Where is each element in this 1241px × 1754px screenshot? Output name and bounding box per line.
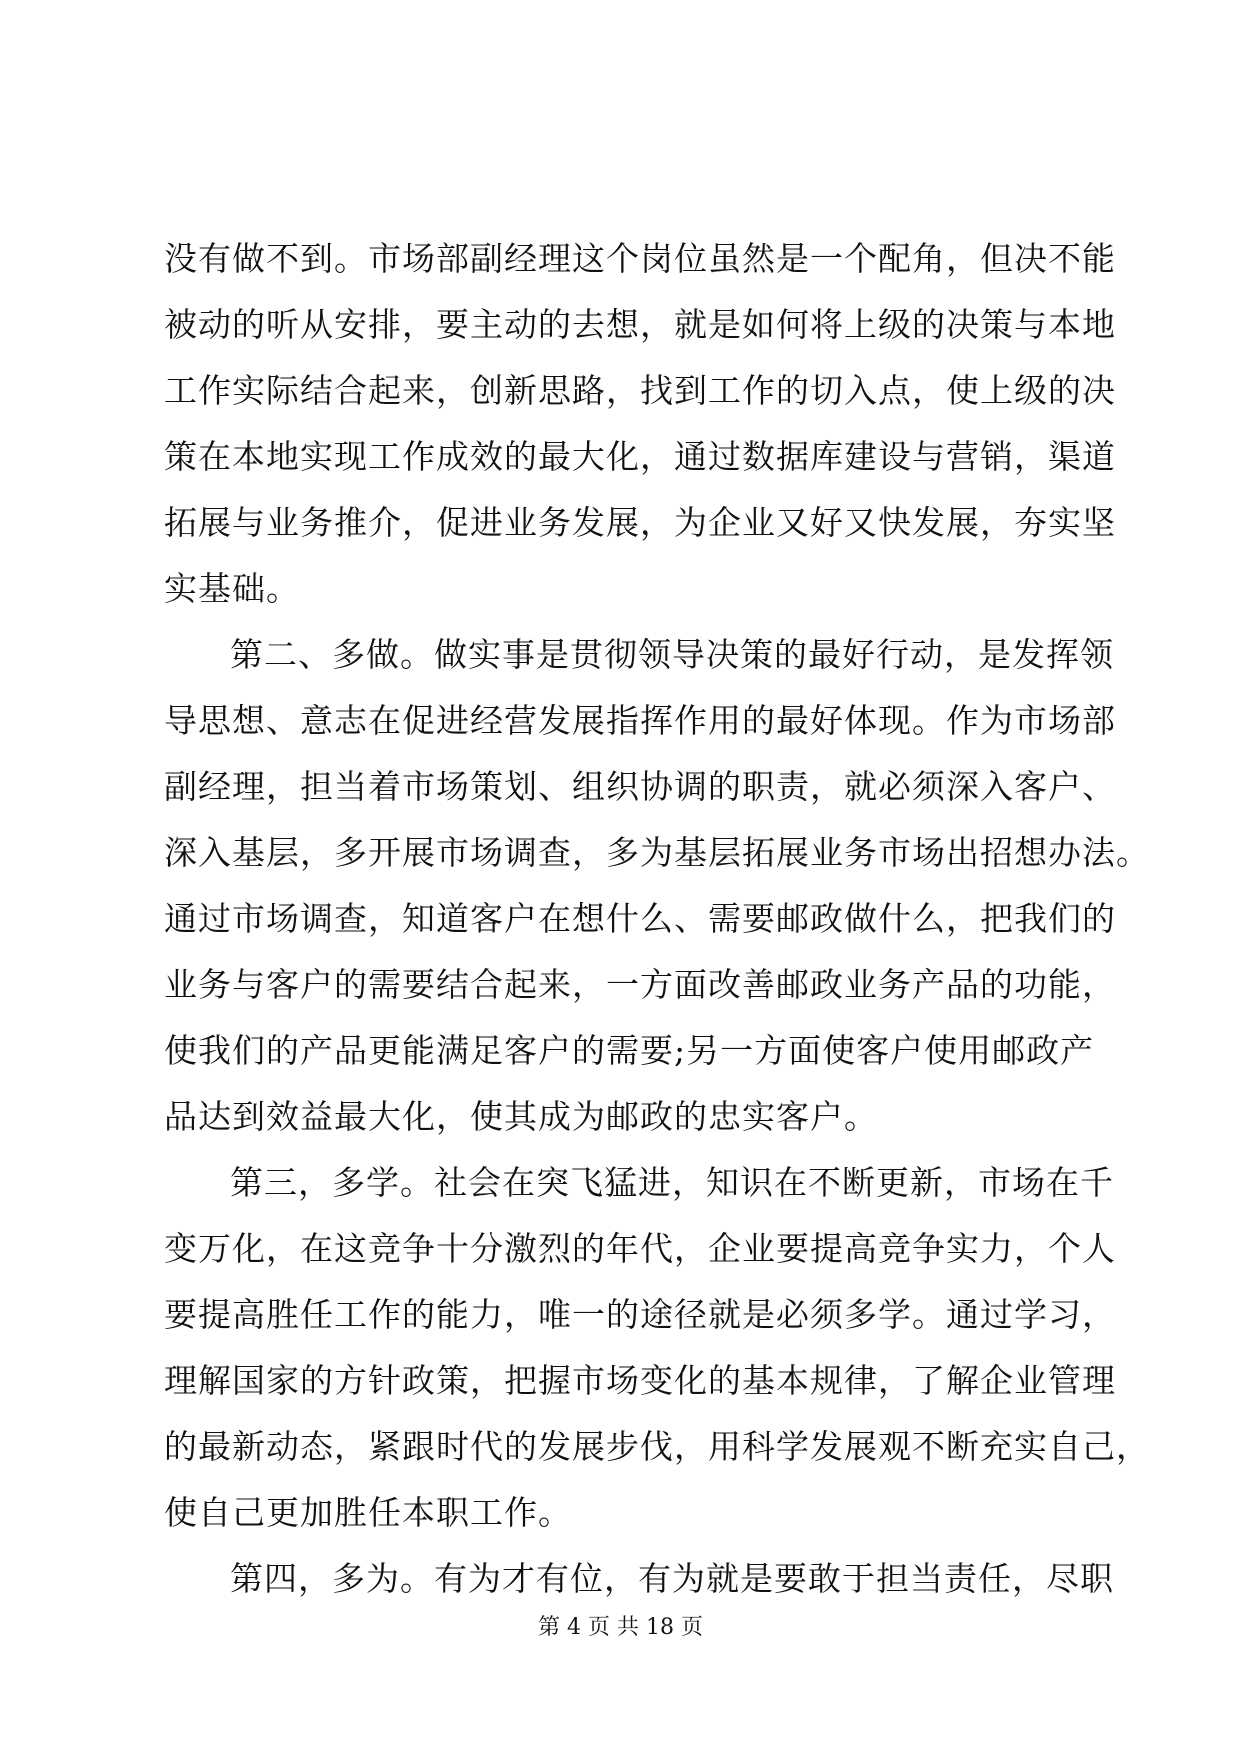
text-line: 第四，多为。有为才有位，有为就是要敢于担当责任，尽职 [230,1559,1114,1598]
document-body [164,226,1150,1612]
text-line: 第三，多学。社会在突飞猛进，知识在不断更新，市场在千 [230,1163,1114,1202]
text-line: 策在本地实现工作成效的最大化，通过数据库建设与营销，渠道 [164,437,1116,476]
text-line: 深入基层，多开展市场调查，多为基层拓展业务市场出招想办法。 [164,833,1150,872]
text-line: 通过市场调查，知道客户在想什么、需要邮政做什么，把我们的 [164,899,1116,938]
text-line: 没有做不到。市场部副经理这个岗位虽然是一个配角，但决不能 [164,239,1116,278]
text-line: 实基础。 [164,569,300,608]
text-line: 被动的听从安排，要主动的去想，就是如何将上级的决策与本地 [164,305,1116,344]
text-line: 使自己更加胜任本职工作。 [164,1493,572,1532]
text-line: 拓展与业务推介，促进业务发展，为企业又好又快发展，夯实坚 [164,503,1116,542]
text-line: 品达到效益最大化，使其成为邮政的忠实客户。 [164,1097,878,1136]
text-line: 副经理，担当着市场策划、组织协调的职责，就必须深入客户、 [164,767,1116,806]
text-line: 工作实际结合起来，创新思路，找到工作的切入点，使上级的决 [164,371,1116,410]
text-line: 变万化，在这竞争十分激烈的年代，企业要提高竞争实力，个人 [164,1229,1116,1268]
page-footer: 第 4 页 共 18 页 [538,1615,703,1640]
text-line: 的最新动态，紧跟时代的发展步伐，用科学发展观不断充实自己， [164,1427,1150,1466]
text-line: 使我们的产品更能满足客户的需要;另一方面使客户使用邮政产 [164,1031,1095,1070]
text-line: 第二、多做。做实事是贯彻领导决策的最好行动，是发挥领 [230,635,1114,674]
text-line: 要提高胜任工作的能力，唯一的途径就是必须多学。通过学习， [164,1295,1116,1334]
text-line: 导思想、意志在促进经营发展指挥作用的最好体现。作为市场部 [164,701,1116,740]
text-line: 理解国家的方针政策，把握市场变化的基本规律，了解企业管理 [164,1361,1116,1400]
text-line: 业务与客户的需要结合起来，一方面改善邮政业务产品的功能， [164,965,1116,1004]
